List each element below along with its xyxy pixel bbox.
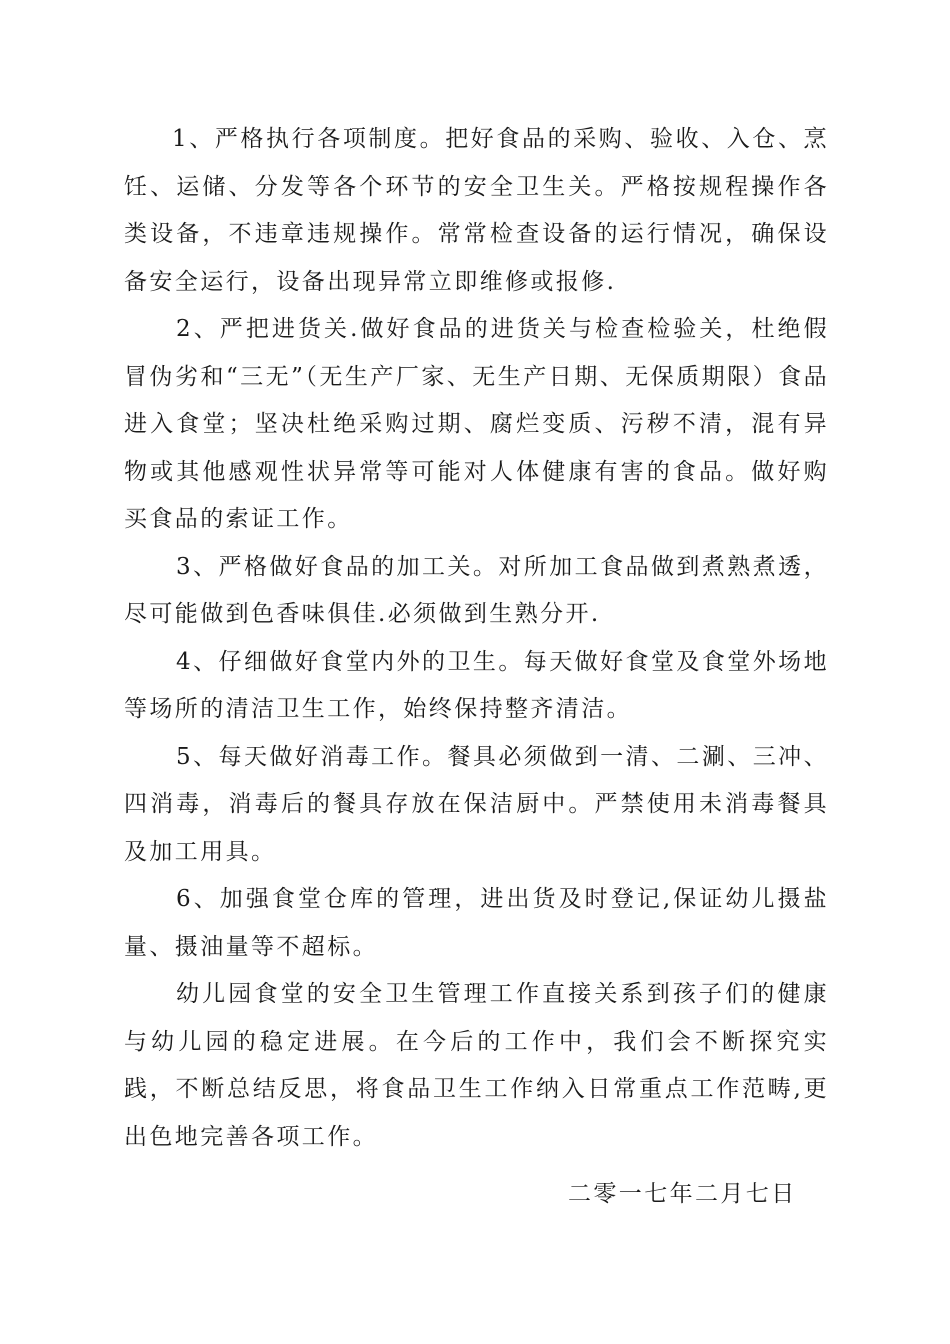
- paragraph-conclusion: 幼儿园食堂的安全卫生管理工作直接关系到孩子们的健康与幼儿园的稳定进展。在今后的工作中，我们会不断探究实践，不断总结反思，将食品卫生工作纳入日常重点工作范畴,更出色地完善各项工作。: [124, 981, 829, 1150]
- paragraph-rule-5: 5、每天做好消毒工作。餐具必须做到一清、二涮、三冲、四消毒，消毒后的餐具存放在保洁厨中。严禁使用未消毒餐具及加工用具。: [124, 743, 829, 865]
- paragraph-rule-4: 4、仔细做好食堂内外的卫生。每天做好食堂及食堂外场地等场所的清洁卫生工作，始终保持整齐清洁。: [124, 648, 829, 722]
- paragraph-rule-1: 1、严格执行各项制度。把好食品的采购、验收、入仓、烹饪、运储、分发等各个环节的安全卫生关。严格按规程操作各类设备，不违章违规操作。常常检查设备的运行情况，确保设备安全运行，设备出现异常立即维修或报修.: [124, 126, 829, 295]
- document-body: [124, 116, 829, 1161]
- paragraph-rule-3: 3、严格做好食品的加工关。对所加工食品做到煮熟煮透，尽可能做到色香味俱佳.必须做到生熟分开.: [124, 553, 829, 627]
- paragraph-rule-2: 2、严把进货关.做好食品的进货关与检查检验关，杜绝假冒伪劣和“三无”（无生产厂家、无生产日期、无保质期限）食品进入食堂；坚决杜绝采购过期、腐烂变质、污秽不清，混有异物或其他感观性状异常等可能对人体健康有害的食品。做好购买食品的索证工作。: [124, 316, 829, 532]
- document-date: 二零一七年二月七日: [568, 1181, 797, 1207]
- paragraph-rule-6: 6、加强食堂仓库的管理，进出货及时登记,保证幼儿摄盐量、摄油量等不超标。: [124, 886, 829, 960]
